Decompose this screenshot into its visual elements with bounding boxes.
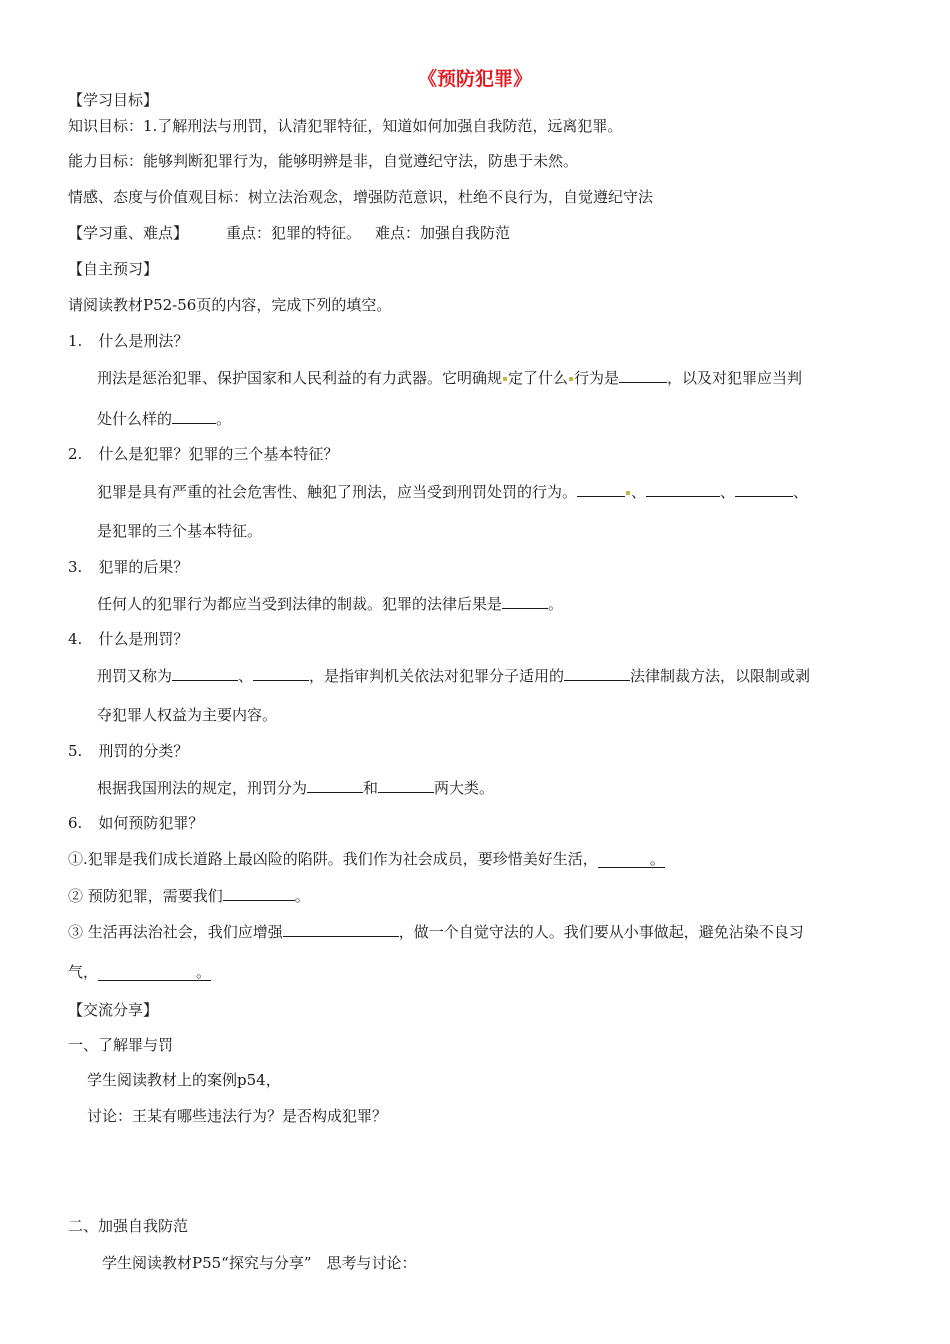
- fill-blank[interactable]: [646, 481, 720, 497]
- prevention-item-2: [68, 885, 310, 906]
- answer-4-line-1: [97, 665, 810, 686]
- fill-blank[interactable]: [735, 481, 793, 497]
- period: 。: [196, 963, 212, 981]
- period: 。: [649, 850, 665, 868]
- key-focus: 重点：犯罪的特征。: [226, 224, 362, 242]
- fill-blank[interactable]: [172, 665, 238, 681]
- fill-blank[interactable]: [378, 777, 434, 793]
- answer-text: ② 预防犯罪，需要我们: [68, 887, 223, 905]
- answer-text: 任何人的犯罪行为都应当受到法律的制裁。犯罪的法律后果是: [97, 595, 503, 613]
- question-number: 6.: [68, 814, 83, 832]
- answer-text: 刑罚又称为: [97, 667, 173, 685]
- answer-text: 两大类。: [434, 779, 495, 797]
- answer-text: 法律制裁方法，以限制或剥: [630, 667, 811, 685]
- section-1-line-2: 讨论：王某有哪些违法行为？是否构成犯罪？: [87, 1107, 388, 1125]
- answer-text: 犯罪是具有严重的社会危害性、触犯了刑法，应当受到刑罚处罚的行为。: [97, 483, 578, 501]
- answer-text: ，做一个自觉守法的人。我们要从小事做起，避免沾染不良习: [398, 923, 804, 941]
- answer-text: 气，: [68, 963, 99, 981]
- edit-mark: [569, 377, 573, 381]
- question-number: 2.: [68, 445, 83, 463]
- answer-2-line-2: 是犯罪的三个基本特征。: [97, 522, 263, 540]
- preview-header: 【自主预习】: [68, 260, 159, 278]
- question-text: 刑罚的分类？: [98, 742, 189, 760]
- answer-text: 。: [548, 595, 564, 613]
- answer-text: 刑法是惩治犯罪、保护国家和人民利益的有力武器。它明确规: [97, 369, 503, 387]
- answer-3: [97, 593, 563, 614]
- answer-4-line-2: 夺犯罪人权益为主要内容。: [97, 706, 278, 724]
- question-text: 什么是犯罪？犯罪的三个基本特征？: [98, 445, 339, 463]
- section-1-line-1: 学生阅读教材上的案例p54，: [87, 1071, 281, 1089]
- fill-blank[interactable]: [98, 962, 211, 981]
- question-number: 3.: [68, 558, 83, 576]
- key-header: 【学习重、难点】: [68, 224, 189, 242]
- prevention-item-3-cont: [68, 962, 211, 982]
- answer-text: 行为是: [574, 369, 620, 387]
- answer-text: ，是指审判机关依法对犯罪分子适用的: [309, 667, 565, 685]
- fill-blank[interactable]: [253, 665, 309, 681]
- question-3: [68, 557, 188, 577]
- answer-text: 、: [238, 667, 254, 685]
- fill-blank[interactable]: [577, 481, 625, 497]
- preview-intro: 请阅读教材P52-56页的内容，完成下列的填空。: [68, 296, 392, 314]
- separator: 、: [793, 483, 809, 501]
- question-6: [68, 813, 203, 833]
- edit-mark: [503, 377, 507, 381]
- question-1: [68, 331, 188, 351]
- fill-blank[interactable]: [223, 885, 295, 901]
- separator: 、: [720, 483, 736, 501]
- answer-5: [97, 777, 494, 798]
- answer-text: ①.犯罪是我们成长道路上最凶险的陷阱。我们作为社会成员，要珍惜美好生活，: [68, 850, 598, 868]
- fill-blank[interactable]: [564, 665, 630, 681]
- key-points: [68, 223, 510, 243]
- question-number: 1.: [68, 332, 83, 350]
- answer-text: ，以及对犯罪应当判: [667, 369, 803, 387]
- question-5: [68, 741, 188, 761]
- question-number: 5.: [68, 742, 83, 760]
- page-title: 《预防犯罪》: [417, 68, 532, 90]
- answer-text: 根据我国刑法的规定，刑罚分为: [97, 779, 308, 797]
- answer-text: 。: [216, 410, 232, 428]
- goals-header: 【学习目标】: [68, 91, 159, 109]
- question-text: 什么是刑法？: [98, 332, 189, 350]
- edit-mark: [626, 491, 630, 495]
- knowledge-goal: 知识目标：1.了解刑法与刑罚，认清犯罪特征，知道如何加强自我防范，远离犯罪。: [68, 117, 623, 135]
- prevention-item-1: [68, 849, 665, 869]
- key-difficulty: 难点：加强自我防范: [375, 224, 511, 242]
- separator: 、: [631, 483, 647, 501]
- fill-blank[interactable]: [172, 408, 216, 424]
- answer-text: 。: [294, 887, 310, 905]
- section-2-title: 二、加强自我防范: [68, 1217, 189, 1235]
- question-text: 犯罪的后果？: [98, 558, 189, 576]
- answer-text: ③ 生活再法治社会，我们应增强: [68, 923, 283, 941]
- emotion-goal: 情感、态度与价值观目标：树立法治观念，增强防范意识，杜绝不良行为，自觉遵纪守法: [68, 188, 654, 206]
- answer-1-line-1: [97, 367, 802, 388]
- question-text: 如何预防犯罪？: [98, 814, 204, 832]
- share-header: 【交流分享】: [68, 1001, 159, 1019]
- fill-blank[interactable]: [598, 849, 665, 868]
- fill-blank[interactable]: [283, 921, 399, 937]
- question-4: [68, 629, 188, 649]
- fill-blank[interactable]: [619, 367, 667, 383]
- question-2: [68, 444, 338, 464]
- prevention-item-3: [68, 921, 804, 942]
- answer-text: 和: [363, 779, 379, 797]
- ability-goal: 能力目标：能够判断犯罪行为，能够明辨是非，自觉遵纪守法，防患于未然。: [68, 152, 579, 170]
- question-text: 什么是刑罚？: [98, 630, 189, 648]
- answer-2-line-1: [97, 481, 808, 502]
- question-number: 4.: [68, 630, 83, 648]
- answer-text: 处什么样的: [97, 410, 173, 428]
- answer-1-line-2: [97, 408, 231, 429]
- section-1-title: 一、了解罪与罚: [68, 1036, 174, 1054]
- answer-text: 定了什么: [508, 369, 569, 387]
- fill-blank[interactable]: [502, 593, 548, 609]
- section-2-line-1: 学生阅读教材P55“探究与分享” 思考与讨论：: [102, 1254, 417, 1272]
- fill-blank[interactable]: [307, 777, 363, 793]
